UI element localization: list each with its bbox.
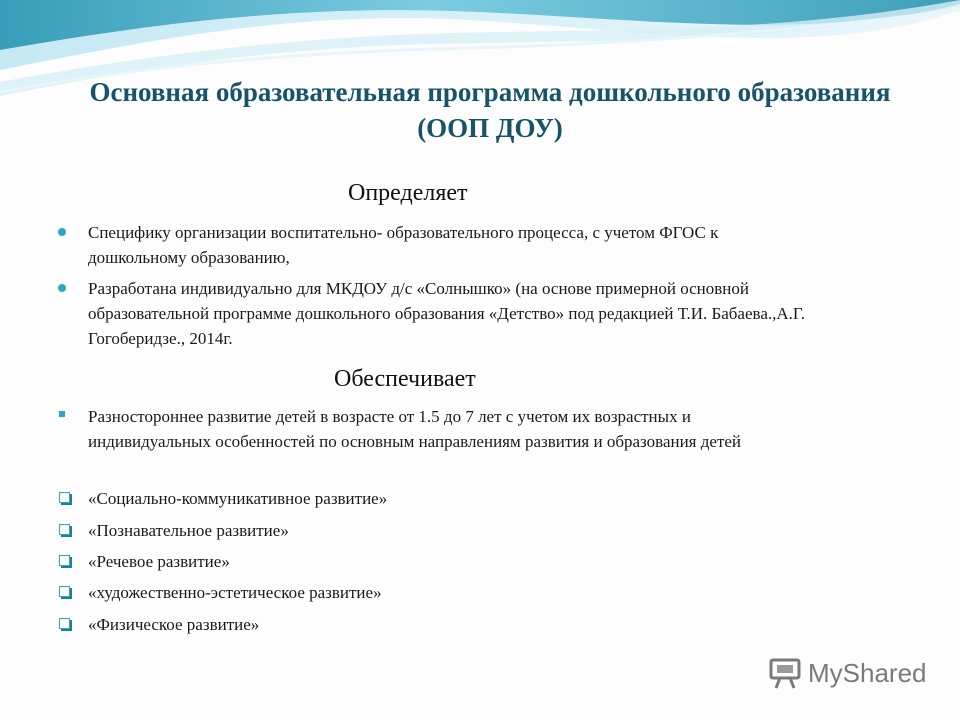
round-bullet-icon (58, 284, 66, 292)
development-area-item: «Познавательное развитие» (88, 521, 289, 540)
list-item: Разностороннее развитие детей в возрасте от 1.5 до 7 лет с учетом их возрастных и индивидуальных особенностей по основным направлениям развития и образования детей (88, 407, 742, 451)
round-bullet-icon (58, 228, 66, 236)
checkbox-bullet-icon (59, 524, 70, 535)
watermark-text: MyShared (808, 657, 927, 688)
section-heading-provides: Обеспечивает (334, 366, 476, 392)
development-area-item: «Физическое развитие» (88, 615, 260, 634)
checkbox-bullet-icon (59, 555, 70, 566)
development-area-item: «Социально-коммуникативное развитие» (88, 489, 388, 508)
development-area-item: «художественно-эстетическое развитие» (88, 583, 382, 602)
presentation-board-icon (768, 656, 802, 690)
checkbox-bullet-icon (59, 586, 70, 597)
checkbox-bullet-icon (59, 618, 70, 629)
myshared-logo (768, 655, 927, 691)
square-bullet-icon (59, 411, 65, 417)
checkbox-bullet-icon (59, 492, 70, 503)
slide-title: Основная образовательная программа дошкольного образования (ООП ДОУ) (89, 77, 891, 143)
list-item: Специфику организации воспитательно- образовательного процесса, с учетом ФГОС к дошкольному образованию, (88, 223, 719, 267)
development-area-item: «Речевое развитие» (88, 552, 230, 571)
list-item: Разработана индивидуально для МКДОУ д/с «Солнышко» (на основе примерной основной образовательной программе дошкольного образования «Детство» под редакцией Т.И. Бабаева.,А.Г. Гогоберидзе., 2014г. (88, 279, 806, 348)
section-heading-defines: Определяет (348, 180, 468, 206)
